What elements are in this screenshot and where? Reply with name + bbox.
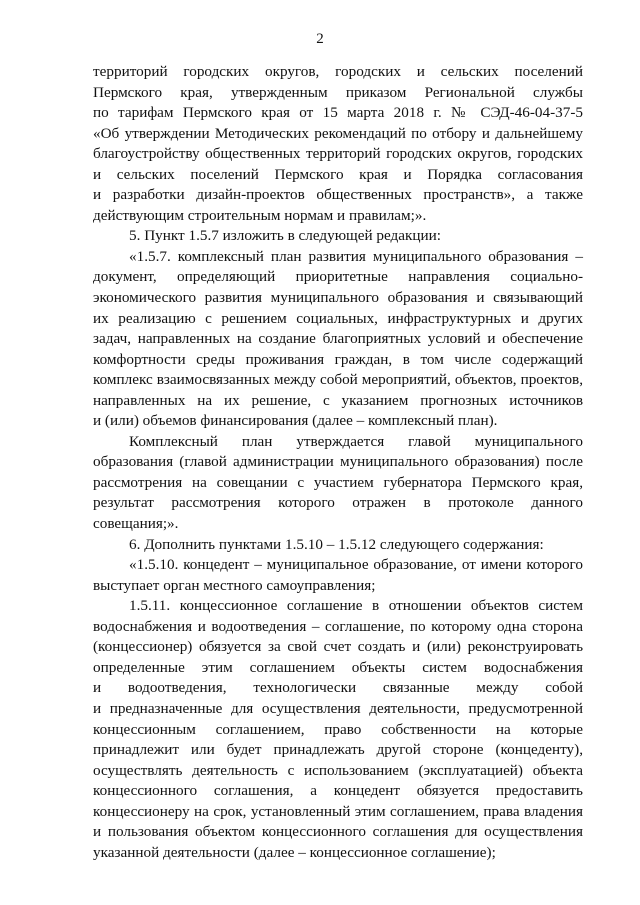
text-line: действующим строительным нормам и правилам;».	[93, 206, 427, 224]
text-line: и разработки дизайн-проектов общественных пространств», а также	[93, 186, 583, 204]
text-line: указанной деятельности (далее – концессионное соглашение);	[93, 843, 496, 861]
text-line: концессионным соглашением, право собственности на которые	[93, 720, 583, 738]
text-line: (концессионер) обязуется за свой счет создать и (или) реконструировать	[93, 638, 583, 656]
text-line: водоснабжения и водоотведения – соглашение, по которому одна сторона	[93, 617, 583, 635]
page-number: 2	[316, 31, 324, 47]
text-line: экономического развития муниципального образования и связывающий	[93, 289, 583, 307]
text-line: выступает орган местного самоуправления;	[93, 576, 376, 594]
text-line: «1.5.10. концедент – муниципальное образование, от имени которого	[129, 556, 583, 574]
text-line: и предназначенные для осуществления деятельности, предусмотренной	[93, 699, 583, 717]
text-line: направленных на их решение, с указанием прогнозных источников	[93, 391, 583, 409]
text-line: образования (главой администрации муниципального образования) после	[93, 453, 583, 471]
text-line: документ, определяющий приоритетные направления социально-	[93, 268, 583, 286]
text-line: их реализацию с решением социальных, инфраструктурных и других	[93, 309, 583, 327]
text-line: результат рассмотрения которого отражен в протоколе данного	[93, 494, 583, 512]
text-line: «Об утверждении Методических рекомендаций по отбору и дальнейшему	[93, 124, 583, 142]
text-line: принадлежит или будет принадлежать другой стороне (концеденту),	[93, 741, 583, 759]
text-line: рассмотрения на совещании с участием губернатора Пермского края,	[93, 473, 583, 491]
text-line: комплекс взаимосвязанных между собой мероприятий, объектов, проектов,	[93, 371, 583, 389]
text-line: и водоотведения, технологически связанные между собой	[93, 679, 583, 697]
text-line: территорий городских округов, городских и сельских поселений	[93, 63, 583, 80]
text-line: 5. Пункт 1.5.7 изложить в следующей редакции:	[129, 227, 442, 245]
text-line: совещания;».	[93, 515, 179, 533]
text-line: концессионеру на срок, установленный этим соглашением, права владения	[93, 802, 583, 820]
text-line: 1.5.11. концессионное соглашение в отношении объектов систем	[129, 597, 583, 615]
text-line: задач, направленных на создание благоприятных условий и обеспечение	[93, 330, 583, 348]
text-line: и (или) объемов финансирования (далее – комплексный план).	[93, 412, 498, 430]
text-line: концессионного соглашения, а концедент обязуется предоставить	[93, 782, 583, 800]
text-line: Комплексный план утверждается главой муниципального	[129, 432, 583, 450]
text-line: по тарифам Пермского края от 15 марта 2018 г. № СЭД-46-04-37-5	[93, 104, 583, 122]
text-line: Пермского края, утвержденным приказом Региональной службы	[93, 83, 583, 101]
text-line: благоустройству общественных территорий городских округов, городских	[93, 145, 583, 163]
text-line: комфортности среды проживания граждан, в том числе содержащий	[93, 350, 583, 368]
document-body	[93, 62, 583, 863]
text-line: и сельских поселений Пермского края и Порядка согласования	[93, 165, 583, 183]
text-line: и пользования объектом концессионного соглашения для осуществления	[93, 823, 583, 841]
text-line: 6. Дополнить пунктами 1.5.10 – 1.5.12 следующего содержания:	[129, 535, 544, 553]
text-line: «1.5.7. комплексный план развития муниципального образования –	[129, 247, 583, 265]
text-line: определенные этим соглашением объекты систем водоснабжения	[93, 658, 583, 676]
text-line: осуществлять деятельность с использованием (эксплуатацией) объекта	[93, 761, 583, 779]
